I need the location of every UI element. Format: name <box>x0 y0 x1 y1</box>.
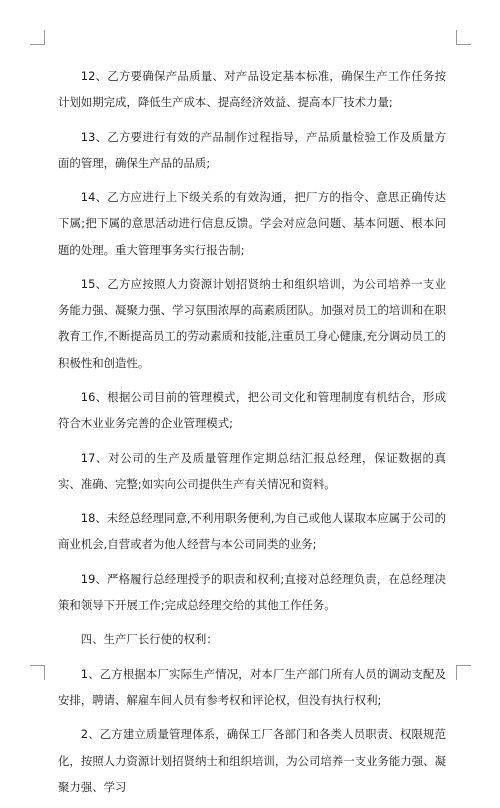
paragraph-item-15: 15、乙方应按照人力资源计划招贤纳士和组织培训，为公司培养一支业务能力强、凝聚力强、学习氛围浓厚的高素质团队。加强对员工的培训和在职教育工作,不断提高员工的劳动素质和技能,注重员工身心健康,充分调动员工的积极性和创造性。 <box>58 276 446 370</box>
paragraph-right-1: 1、乙方根据本厂实际生产情况，对本厂生产部门所有人员的调动支配及安排，聘请、解雇车间人员有参考权和评论权，但没有执行权利; <box>58 666 446 707</box>
corner-mark-top-right <box>456 30 471 45</box>
corner-mark-top-left <box>30 30 45 45</box>
paragraph-item-16: 16、根据公司目前的管理模式，把公司文化和管理制度有机结合，形成符合木业业务完善的企业管理模式; <box>58 389 446 431</box>
paragraph-item-14: 14、乙方应进行上下级关系的有效沟通，把厂方的指令、意思正确传达下属;把下属的意思活动进行信息反馈。学会对应急问题、基本问题、根本问题的处理。重大管理事务实行报告制; <box>58 190 446 257</box>
paragraph-item-18: 18、未经总经理同意,不利用职务便利,为自己或他人谋取本应属于公司的商业机会,自营或者为他人经营与本公司同类的业务; <box>58 511 446 552</box>
paragraph-item-13: 13、乙方要进行有效的产品制作过程指导，产品质量检验工作及质量方面的管理，确保生产品的品质; <box>58 129 446 170</box>
section-heading: 四、生产厂长行使的权利： <box>80 632 218 647</box>
paragraph-item-12: 12、乙方要确保产品质量、对产品设定基本标准，确保生产工作任务按计划如期完成，降低生产成本、提高经济效益、提高本厂技术力量; <box>58 69 446 110</box>
document-body <box>58 63 446 808</box>
corner-mark-bottom-right <box>456 665 471 680</box>
paragraph-item-19: 19、严格履行总经理授予的职责和权利;直接对总经理负责，在总经理决策和领导下开展工作;完成总经理交给的其他工作任务。 <box>58 571 446 612</box>
paragraph-right-2: 2、乙方建立质量管理体系，确保工厂各部门和各类人员职责、权限规范化，按照人力资源计划招贤纳士和组织培训，为公司培养一支业务能力强、凝聚力强、学习 <box>58 727 446 794</box>
paragraph-item-17: 17、对公司的生产及质量管理作定期总结汇报总经理，保证数据的真实、准确、完整;如实向公司提供生产有关情况和资料。 <box>58 450 446 491</box>
corner-mark-bottom-left <box>30 665 45 680</box>
